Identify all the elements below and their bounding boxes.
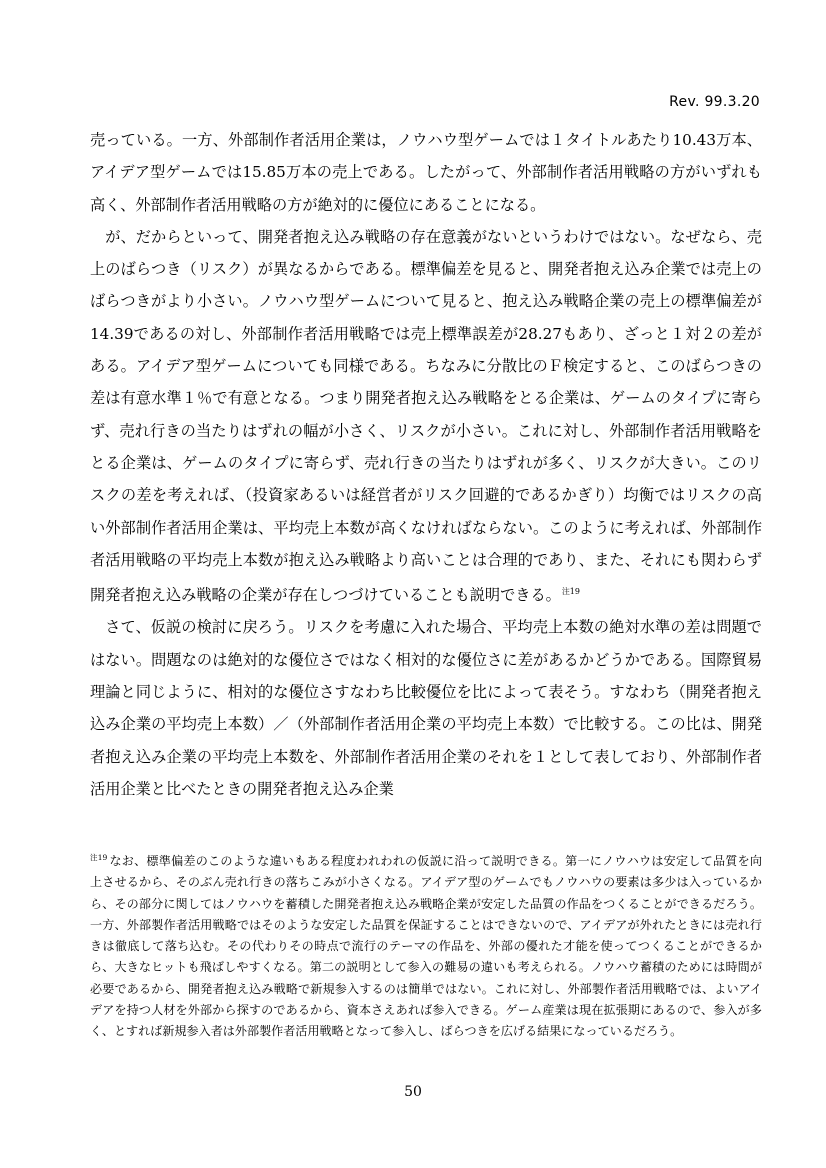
paragraph-2-text: が、だからといって、開発者抱え込み戦略の存在意義がないというわけではない。なぜなら、売上のばらつき（リスク）が異なるからである。標準偏差を見ると、開発者抱え込み企業では売上のばらつきがより小さい。ノウハウ型ゲームについて見ると、抱え込み戦略企業の売上の標準偏差が14.39であるの対し、外部制作者活用戦略では売上標準誤差が28.27もあり、ざっと１対２の差がある。アイデア型ゲームについても同様である。ちなみに分散比のＦ検定すると、このばらつきの差は有意水準１％で有意となる。つまり開発者抱え込み戦略をとる企業は、ゲームのタイプに寄らず、売れ行きの当たりはずれの幅が小さく、リスクが小さい。これに対し、外部制作者活用戦略をとる企業は、ゲームのタイプに寄らず、売れ行きの当たりはずれが多く、リスクが大きい。このリスクの差を考えれば、（投資家あるいは経営者がリスク回避的であるかぎり）均衡ではリスクの高い外部制作者活用企業は、平均売上本数が高くなければならない。このように考えれば、外部制作者活用戦略の平均売上本数が抱え込み戦略より高いことは合理的であり、また、それにも関わらず開発者抱え込み戦略の企業が存在しつづけていることも説明できる。 xyxy=(90,227,762,605)
paragraph-3: さて、仮説の検討に戻ろう。リスクを考慮に入れた場合、平均売上本数の絶対水準の差は問題ではない。問題なのは絶対的な優位さではなく相対的な優位さに差があるかどうかである。国際貿易理論と同じように、相対的な優位さすなわち比較優位を比によって表そう。すなわち（開発者抱え込み企業の平均売上本数）／（外部制作者活用企業の平均売上本数）で比較する。この比は、開発者抱え込み企業の平均売上本数を、外部制作者活用企業のそれを１として表しており、外部制作者活用企業と比べたときの開発者抱え込み企業 xyxy=(90,618,763,798)
footnote xyxy=(90,847,762,1043)
main-body-text xyxy=(90,124,762,805)
revision-label: Rev. 99.3.20 xyxy=(669,94,760,110)
page-number: 50 xyxy=(404,1084,422,1100)
footnote-text: なお、標準偏差のこのような違いもある程度われわれの仮説に沿って説明できる。第一にノウハウは安定して品質を向上させるから、そのぶん売れ行きの落ちこみが小さくなる。アイデア型のゲームでもノウハウの要素は多少は入っているから、その部分に関してはノウハウを蓄積した開発者抱え込み戦略企業が安定した品質の作品をつくることができるだろう。一方、外部製作者活用戦略ではそのような安定した品質を保証することはできないので、アイデアが外れたときには売れ行きは徹底して落ち込む。その代わりその時点で流行のテーマの作品を、外部の優れた才能を使ってつくることができるから、大きなヒットも飛ばしやすくなる。第二の説明として参入の難易の違いも考えられる。ノウハウ蓄積のためには時間が必要であるから、開発者抱え込み戦略で新規参入するのは簡単ではない。これに対し、外部製作者活用戦略では、よいアイデアを持つ人材を外部から探すのであるから、資本さえあれば参入できる。ゲーム産業は現在拡張期にあるので、参入が多く、とすれば新規参入者は外部製作者活用戦略となって参入し、ばらつきを広げる結果になっているだろう。 xyxy=(90,854,762,1039)
footnote-reference[interactable]: 注19 xyxy=(561,587,580,597)
footnote-mark: 注19 xyxy=(90,853,108,862)
paragraph-2 xyxy=(90,221,762,612)
paragraph-1: 売っている。一方、外部制作者活用企業は，ノウハウ型ゲームでは１タイトルあたり10.43万本、アイデア型ゲームでは15.85万本の売上である。したがって、外部制作者活用戦略の方がいずれも高く、外部制作者活用戦略の方が絶対的に優位にあることになる。 xyxy=(90,131,762,214)
